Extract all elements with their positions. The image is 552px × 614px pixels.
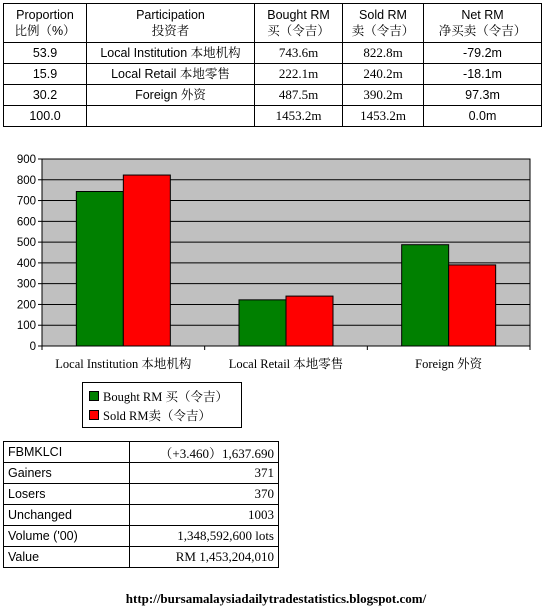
header-line: Net RM xyxy=(461,8,504,22)
stat-label: Losers xyxy=(4,484,130,505)
y-tick-label: 900 xyxy=(16,154,36,166)
cell-net: -79.2m xyxy=(424,43,542,64)
table-row xyxy=(4,106,542,127)
market-stats-table xyxy=(3,441,279,568)
y-tick-label: 200 xyxy=(16,299,36,312)
table-row xyxy=(4,85,542,106)
header-line: 买（令吉） xyxy=(267,24,330,38)
chart-legend xyxy=(82,382,242,428)
table-row xyxy=(4,505,279,526)
stat-label: Value xyxy=(4,547,130,568)
cell-proportion: 15.9 xyxy=(4,64,87,85)
cell-bought: 222.1m xyxy=(255,64,343,85)
header-line: Bought RM xyxy=(267,8,330,22)
bar-sold xyxy=(123,175,170,346)
table-row xyxy=(4,43,542,64)
y-tick-label: 100 xyxy=(16,320,36,333)
legend-swatch-bought xyxy=(89,391,99,401)
stat-value: RM 1,453,204,010 xyxy=(130,547,279,568)
table-row xyxy=(4,442,279,463)
x-tick-label: Local Retail 本地零售 xyxy=(228,357,344,371)
header-line: Sold RM xyxy=(359,8,407,22)
stat-label: Volume ('00) xyxy=(4,526,130,547)
legend-label-sold: Sold RM卖（令吉） xyxy=(103,409,212,423)
cell-participation: Foreign 外资 xyxy=(87,85,255,106)
table-row xyxy=(4,463,279,484)
header-line: Participation xyxy=(136,8,205,22)
cell-participation: Local Retail 本地零售 xyxy=(87,64,255,85)
cell-bought: 743.6m xyxy=(255,43,343,64)
bar-bought xyxy=(402,245,449,346)
stat-label: Unchanged xyxy=(4,505,130,526)
cell-net: 97.3m xyxy=(424,85,542,106)
cell-proportion: 100.0 xyxy=(4,106,87,127)
y-tick-label: 400 xyxy=(16,257,36,270)
legend-item-sold xyxy=(89,406,211,424)
header-sold xyxy=(343,4,424,43)
y-tick-label: 800 xyxy=(16,174,36,187)
y-tick-label: 600 xyxy=(16,216,36,229)
cell-sold: 1453.2m xyxy=(343,106,424,127)
y-tick-label: 0 xyxy=(29,341,36,353)
stat-label: Gainers xyxy=(4,463,130,484)
header-line: 卖（令吉） xyxy=(351,24,415,38)
cell-bought: 1453.2m xyxy=(255,106,343,127)
stat-value: 371 xyxy=(130,463,279,484)
header-line: Proportion xyxy=(16,8,74,22)
y-tick-label: 300 xyxy=(16,278,36,291)
header-bought xyxy=(255,4,343,43)
table-row xyxy=(4,547,279,568)
header-line: 净买卖（令吉） xyxy=(438,24,527,38)
table-row xyxy=(4,484,279,505)
bar-sold xyxy=(286,296,333,346)
cell-participation: Local Institution 本地机构 xyxy=(87,43,255,64)
stat-value: 370 xyxy=(130,484,279,505)
y-tick-label: 500 xyxy=(16,237,36,250)
header-participation xyxy=(87,4,255,43)
bar-bought xyxy=(76,191,123,346)
participation-bar-chart xyxy=(0,146,552,436)
stat-value: 1,348,592,600 lots xyxy=(130,526,279,547)
cell-bought: 487.5m xyxy=(255,85,343,106)
stat-label: FBMKLCI xyxy=(4,442,130,463)
table-row xyxy=(4,526,279,547)
cell-proportion: 30.2 xyxy=(4,85,87,106)
cell-proportion: 53.9 xyxy=(4,43,87,64)
cell-sold: 822.8m xyxy=(343,43,424,64)
cell-sold: 390.2m xyxy=(343,85,424,106)
participation-table xyxy=(3,3,542,127)
bar-sold xyxy=(449,265,496,346)
legend-item-bought xyxy=(89,387,228,405)
header-line: 比例（%） xyxy=(14,24,76,38)
header-net xyxy=(424,4,542,43)
legend-swatch-sold xyxy=(89,410,99,420)
table-row xyxy=(4,64,542,85)
y-tick-label: 700 xyxy=(16,195,36,208)
cell-net: -18.1m xyxy=(424,64,542,85)
bar-bought xyxy=(239,300,286,346)
footer-url-link[interactable]: http://bursamalaysiadailytradestatistics.blogspot.com/ xyxy=(125,591,427,606)
table-header-row xyxy=(4,4,542,43)
header-line: 投资者 xyxy=(151,24,190,38)
cell-net: 0.0m xyxy=(424,106,542,127)
stat-value: （+3.460）1,637.690 xyxy=(130,442,279,463)
cell-sold: 240.2m xyxy=(343,64,424,85)
legend-label-bought: Bought RM 买（令吉） xyxy=(103,390,229,404)
header-proportion xyxy=(4,4,87,43)
x-tick-label: Local Institution 本地机构 xyxy=(55,357,192,371)
cell-participation xyxy=(87,106,255,127)
x-tick-label: Foreign 外资 xyxy=(415,357,483,371)
stat-value: 1003 xyxy=(130,505,279,526)
